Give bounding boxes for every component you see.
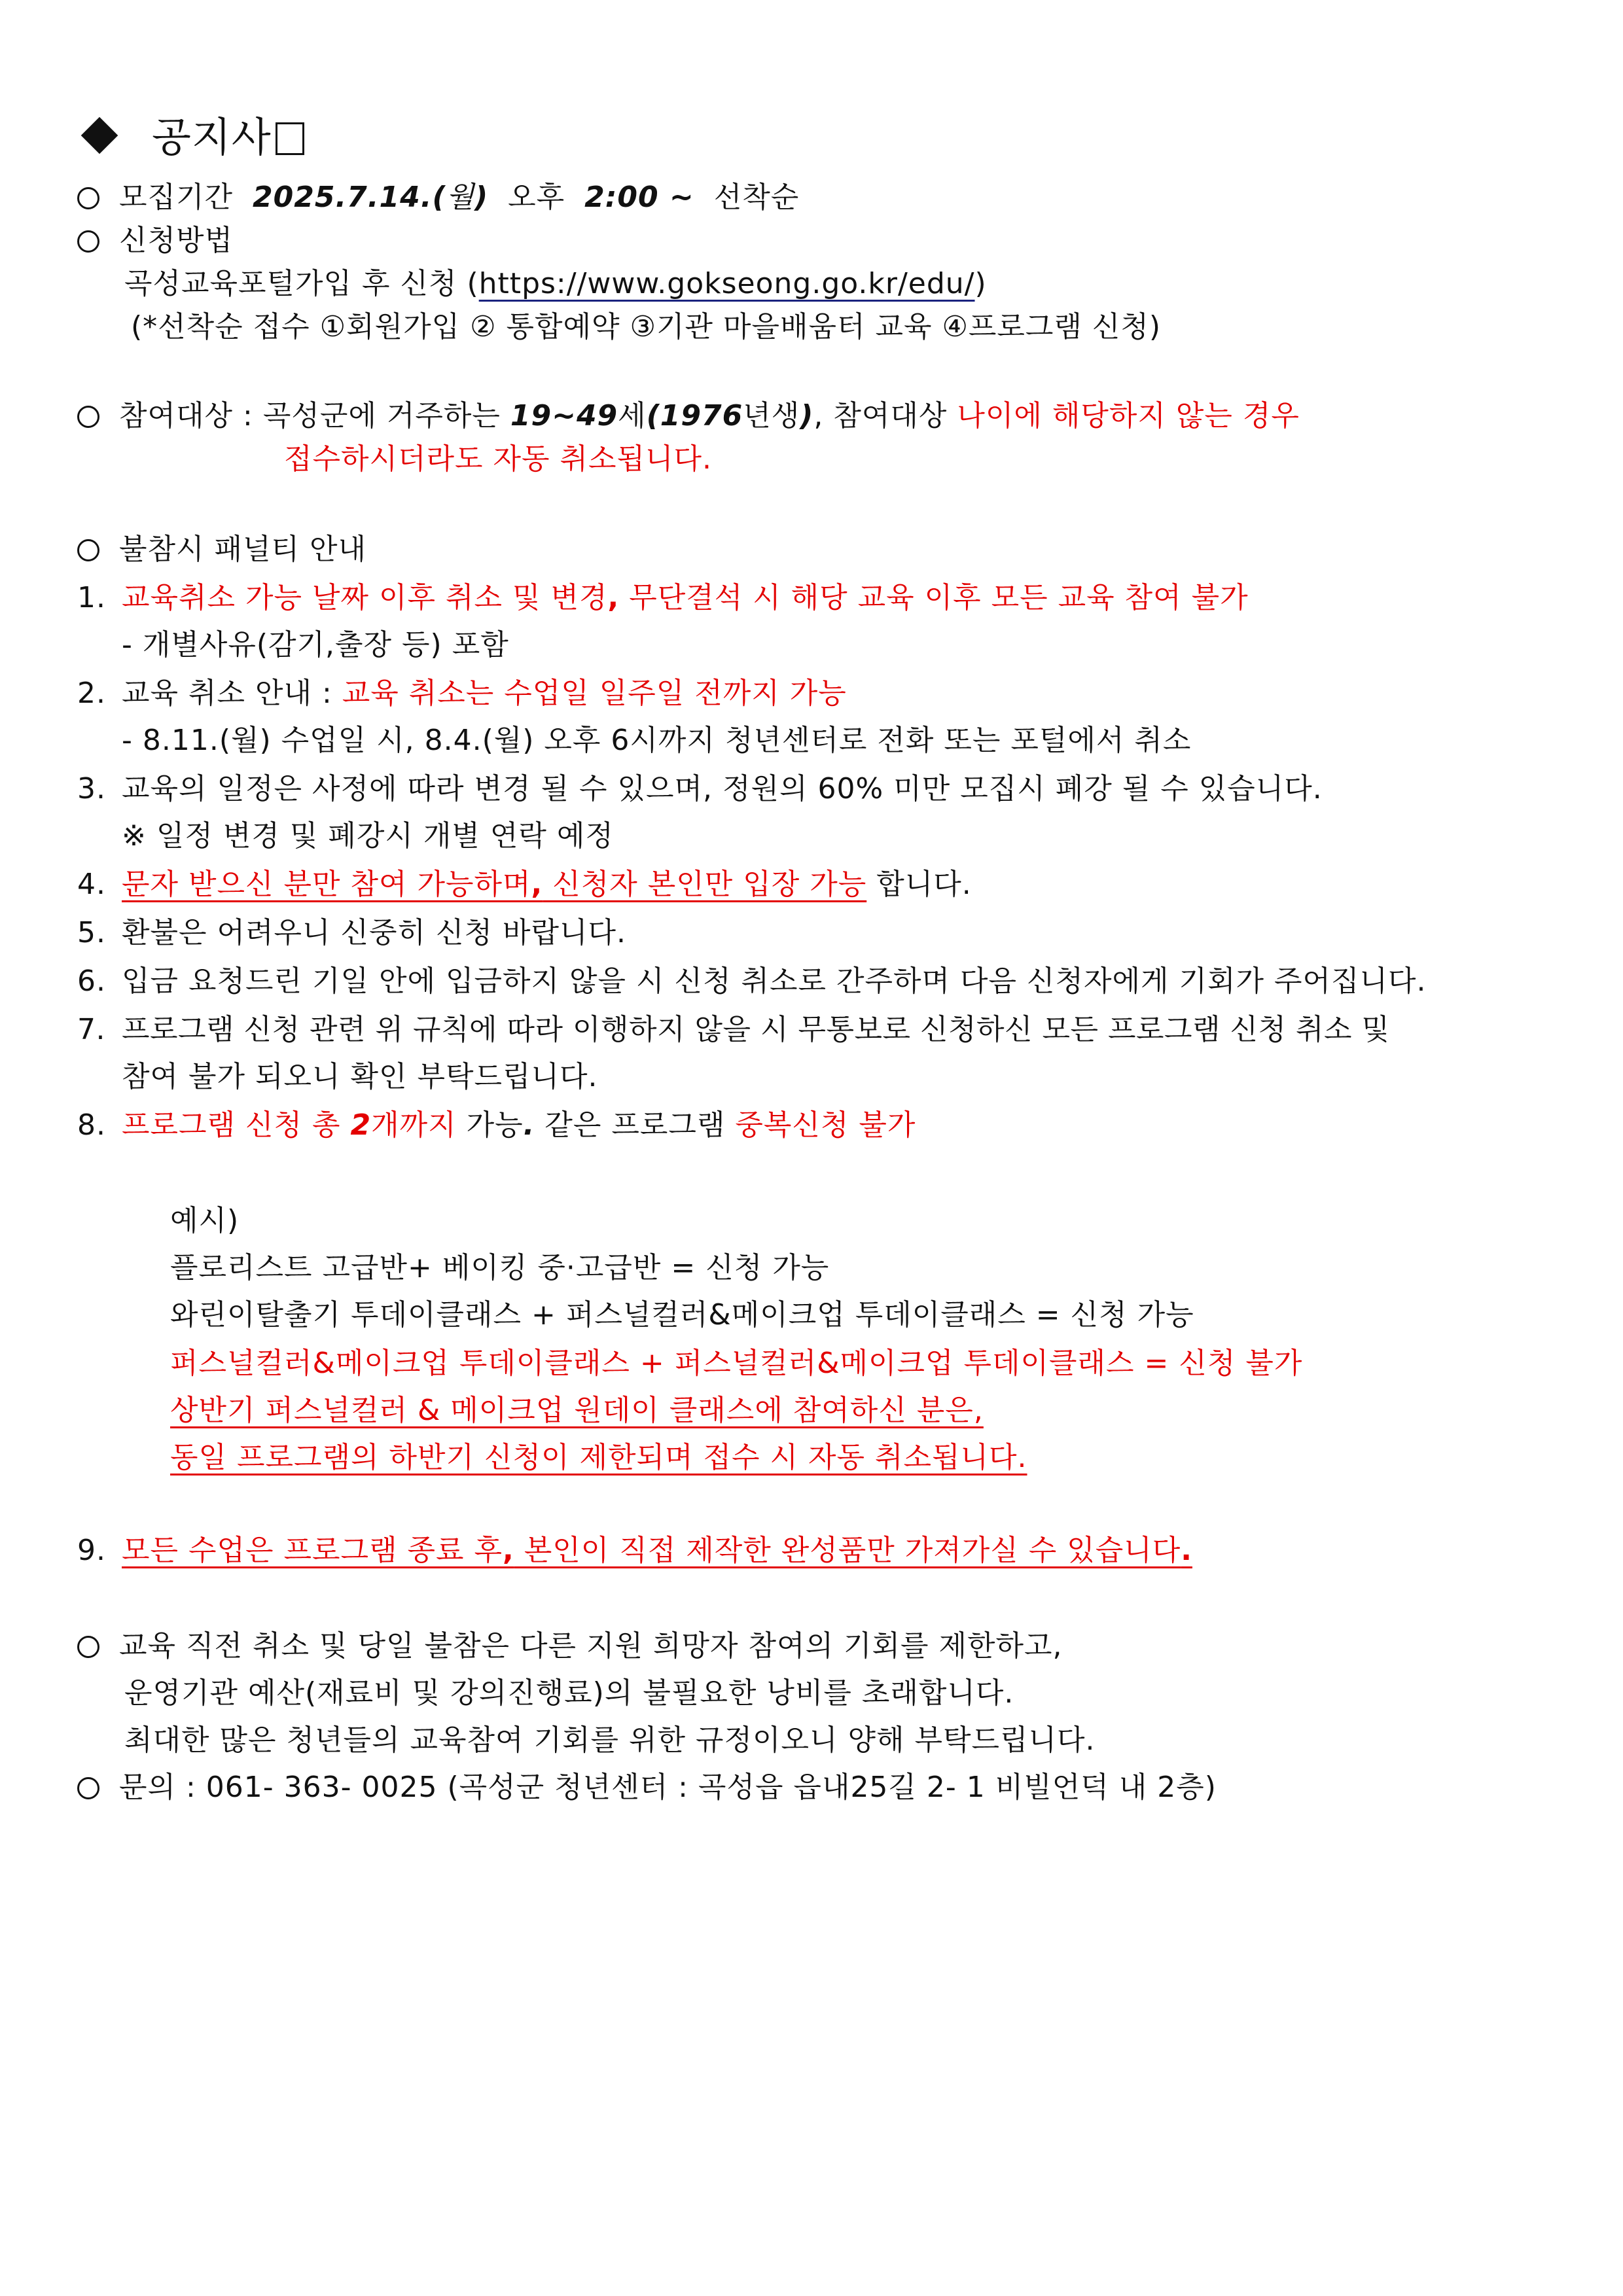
example-2: 와린이탈출기 투데이클래스 + 퍼스널컬러&메이크업 투데이클래스 = 신청 가능 xyxy=(170,1298,1194,1332)
penalty-item-2-sub: - 8.11.(월) 수업일 시, 8.4.(월) 오후 6시까지 청년센터로 전화 또는 포털에서 취소 xyxy=(122,724,1192,757)
black-diamond-icon xyxy=(81,117,118,154)
circle-bullet-icon xyxy=(77,1636,99,1658)
example-4: 상반기 퍼스널컬러 & 메이크업 원데이 클래스에 참여하신 분은, xyxy=(170,1394,984,1427)
penalty-item-1-sub: - 개별사유(감기,출장 등) 포함 xyxy=(122,628,509,662)
circle-bullet-icon xyxy=(77,187,99,209)
notice-heading xyxy=(77,111,304,164)
apply-method-label: 신청방법 xyxy=(77,221,233,260)
heading-title: 공지사 xyxy=(152,113,272,161)
closing-para-1: 교육 직전 취소 및 당일 불참은 다른 지원 희망자 참여의 기회를 제한하고, xyxy=(77,1627,1062,1666)
example-label: 예시) xyxy=(170,1204,240,1237)
penalty-item-2: 2. 교육 취소 안내 : 교육 취소는 수업일 일주일 전까지 가능 xyxy=(77,677,847,710)
penalty-item-3-sub: ※ 일정 변경 및 폐강시 개별 연락 예정 xyxy=(122,819,614,853)
closing-para-3: 최대한 많은 청년들의 교육참여 기회를 위한 규정이오니 양해 부탁드립니다. xyxy=(124,1723,1096,1757)
penalty-item-4: 4. 문자 받으신 분만 참여 가능하며, 신청자 본인만 입장 가능 합니다. xyxy=(77,868,972,901)
example-5: 동일 프로그램의 하반기 신청이 제한되며 접수 시 자동 취소됩니다. xyxy=(170,1441,1027,1474)
target-info: 참여대상 : 곡성군에 거주하는 19~49세(1976년생), 참여대상 나이에 해당하지 않는 경우 xyxy=(77,397,1300,436)
circle-bullet-icon xyxy=(77,406,99,428)
circle-bullet-icon xyxy=(77,230,99,253)
apply-portal: 곡성교육포털가입 후 신청 (https://www.gokseong.go.kr/edu/) xyxy=(124,267,987,300)
penalty-item-6: 6. 입금 요청드린 기일 안에 입금하지 않을 시 신청 취소로 간주하며 다음 신청자에게 기회가 주어집니다. xyxy=(77,964,1427,998)
age-warning-cont: 접수하시더라도 자동 취소됩니다. xyxy=(284,442,713,476)
apply-steps: (*선착순 접수 ①회원가입 ② 통합예약 ③기관 마을배움터 교육 ④프로그램 신청) xyxy=(131,310,1162,344)
recruit-period: 모집기간 2025.7.14.(월) 오후 2:00 ~ 선착순 xyxy=(77,178,799,217)
box-glyph-icon xyxy=(276,122,304,155)
closing-para-2: 운영기관 예산(재료비 및 강의진행료)의 불필요한 낭비를 초래합니다. xyxy=(124,1676,1014,1710)
circle-bullet-icon xyxy=(77,539,99,561)
age-warning: 나이에 해당하지 않는 경우 xyxy=(957,399,1300,433)
circle-bullet-icon xyxy=(77,1777,99,1799)
penalty-item-3: 3. 교육의 일정은 사정에 따라 변경 될 수 있으며, 정원의 60% 미만 모집시 폐강 될 수 있습니다. xyxy=(77,772,1323,805)
penalty-item-1: 1. 교육취소 가능 날짜 이후 취소 및 변경, 무단결석 시 해당 교육 이후 모든 교육 참여 불가 xyxy=(77,581,1249,614)
example-3: 퍼스널컬러&메이크업 투데이클래스 + 퍼스널컬러&메이크업 투데이클래스 = 신청 불가 xyxy=(170,1347,1303,1380)
penalty-item-8: 8. 프로그램 신청 총 2개까지 가능. 같은 프로그램 중복신청 불가 xyxy=(77,1108,916,1142)
portal-link[interactable]: https://www.gokseong.go.kr/edu/ xyxy=(478,267,975,300)
penalty-label: 불참시 패널티 안내 xyxy=(77,530,366,569)
example-1: 플로리스트 고급반+ 베이킹 중·고급반 = 신청 가능 xyxy=(170,1251,830,1284)
penalty-item-5: 5. 환불은 어려우니 신중히 신청 바랍니다. xyxy=(77,916,626,949)
contact-info: 문의 : 061- 363- 0025 (곡성군 청년센터 : 곡성읍 읍내25길 2- 1 비빌언덕 내 2층) xyxy=(77,1768,1217,1807)
penalty-item-9: 9. 모든 수업은 프로그램 종료 후, 본인이 직접 제작한 완성품만 가져가실 수 있습니다. xyxy=(77,1534,1192,1567)
penalty-item-7: 7. 프로그램 신청 관련 위 규칙에 따라 이행하지 않을 시 무통보로 신청하신 모든 프로그램 신청 취소 및 xyxy=(77,1013,1390,1046)
penalty-item-7-cont: 참여 불가 되오니 확인 부탁드립니다. xyxy=(122,1060,598,1093)
